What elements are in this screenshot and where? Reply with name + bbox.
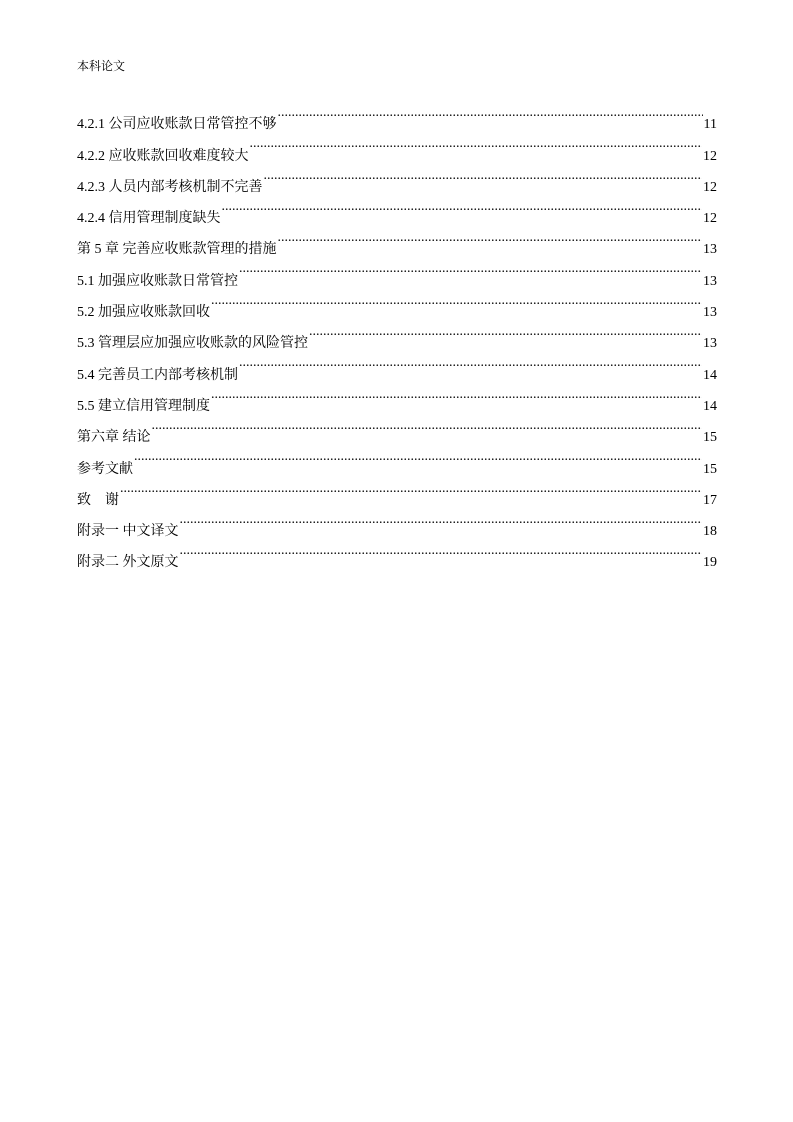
toc-entry-page: 14 — [703, 398, 717, 414]
toc-dot-leader — [211, 285, 702, 316]
toc-dot-leader — [180, 535, 703, 566]
toc-entry-page: 11 — [703, 117, 717, 133]
toc-entry-page: 13 — [703, 305, 717, 321]
toc-dot-leader — [211, 379, 702, 410]
toc-entry-page: 14 — [703, 367, 717, 383]
toc-entry[interactable] — [77, 410, 717, 446]
toc-entry-title: 第 5 章 完善应收账款管理的措施 — [77, 242, 277, 258]
toc-entry[interactable] — [77, 504, 717, 540]
toc-entry-title: 4.2.3 人员内部考核机制不完善 — [77, 179, 263, 195]
toc-entry-title: 5.4 完善员工内部考核机制 — [77, 367, 238, 383]
toc-entry-title: 4.2.1 公司应收账款日常管控不够 — [77, 117, 277, 133]
header-divider — [77, 80, 716, 81]
toc-entry-title: 5.3 管理层应加强应收账款的风险管控 — [77, 336, 308, 352]
toc-entry[interactable] — [77, 473, 717, 508]
toc-entry-title: 5.1 加强应收账款日常管控 — [77, 273, 238, 289]
toc-entry-title: 致 谢 — [77, 492, 119, 508]
toc-dot-leader — [278, 97, 703, 128]
toc-entry[interactable] — [77, 441, 717, 477]
toc-dot-leader — [309, 316, 702, 347]
toc-entry-title: 附录二 外文原文 — [77, 555, 179, 571]
toc-dot-leader — [120, 473, 702, 504]
toc-entry-page: 12 — [703, 148, 717, 164]
toc-entry[interactable] — [77, 97, 717, 133]
toc-entry-page: 13 — [703, 242, 717, 258]
toc-entry-title: 5.2 加强应收账款回收 — [77, 305, 210, 321]
table-of-contents — [77, 97, 717, 571]
toc-dot-leader — [134, 441, 702, 472]
toc-entry-page: 19 — [703, 555, 717, 571]
toc-dot-leader — [264, 160, 703, 191]
toc-entry-title: 4.2.4 信用管理制度缺失 — [77, 211, 221, 227]
toc-dot-leader — [239, 253, 702, 284]
toc-dot-leader — [250, 128, 703, 159]
toc-entry-title: 第六章 结论 — [77, 430, 151, 446]
toc-dot-leader — [239, 347, 702, 378]
toc-entry-title: 参考文献 — [77, 461, 133, 477]
toc-dot-leader — [152, 410, 703, 441]
toc-dot-leader — [222, 191, 703, 222]
toc-entry-page: 12 — [703, 211, 717, 227]
toc-dot-leader — [278, 222, 703, 253]
toc-entry-page: 13 — [703, 273, 717, 289]
toc-entry-title: 附录一 中文译文 — [77, 524, 179, 540]
toc-entry-title: 4.2.2 应收账款回收难度较大 — [77, 148, 249, 164]
toc-entry-page: 13 — [703, 336, 717, 352]
running-header: 本科论文 — [77, 59, 126, 73]
toc-entry-page: 17 — [703, 492, 717, 508]
toc-entry-page: 12 — [703, 179, 717, 195]
toc-entry-title: 5.5 建立信用管理制度 — [77, 398, 210, 414]
toc-entry-page: 15 — [703, 430, 717, 446]
toc-dot-leader — [180, 504, 703, 535]
toc-entry-page: 18 — [703, 524, 717, 540]
toc-entry-page: 15 — [703, 461, 717, 477]
